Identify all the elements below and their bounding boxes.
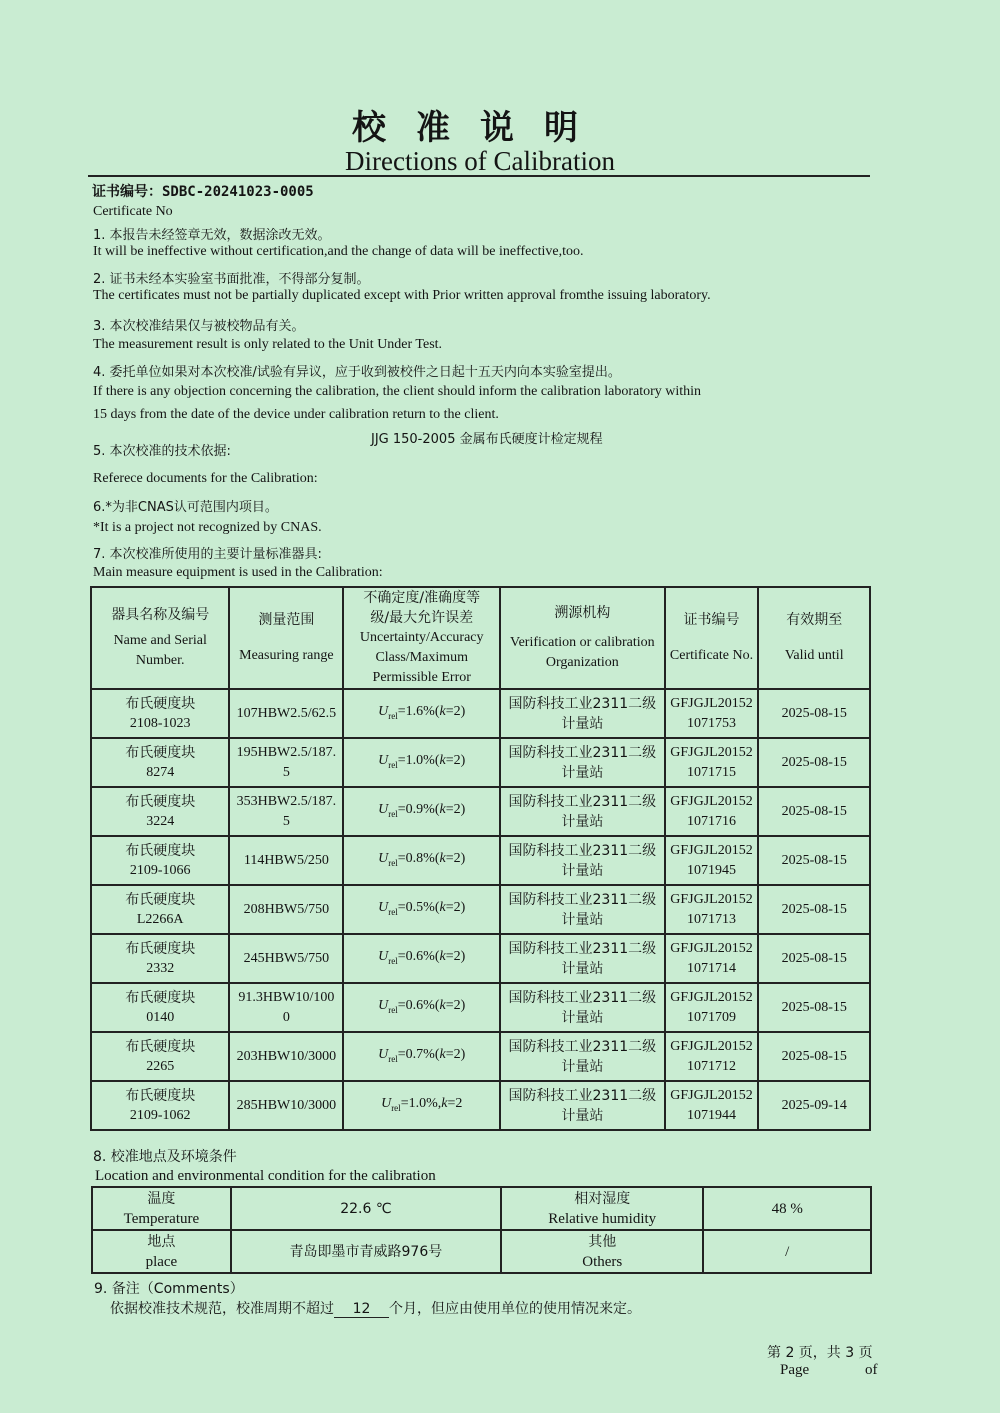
organization-cell — [500, 787, 664, 836]
others-label-en: Others — [582, 1253, 623, 1270]
uncertainty-subscript: rel — [388, 857, 398, 868]
temperature-value-text: 22.6 ℃ — [340, 1200, 392, 1217]
others-label — [501, 1230, 704, 1273]
header-name-cn: 器具名称及编号 — [111, 607, 210, 623]
coverage-factor-value: =2) — [445, 1046, 466, 1062]
uncertainty-symbol: U — [378, 899, 389, 915]
header-organization-en1: Verification or calibration — [510, 635, 655, 650]
coverage-factor-value: =2) — [445, 997, 466, 1013]
certificate-number-line2: 1071715 — [687, 764, 736, 780]
measuring-range-line1: 208HBW5/750 — [243, 901, 330, 917]
measuring-range-line1: 285HBW10/3000 — [236, 1097, 337, 1113]
certificate-number-line1: GFJGJL20152 — [670, 1087, 753, 1103]
item-3-en: The measurement result is only related to the Unit Under Test. — [93, 337, 443, 352]
uncertainty-symbol: U — [378, 801, 389, 817]
item-3-cn: 3. 本次校准结果仅与被校物品有关。 — [93, 319, 305, 334]
equipment-name-cell — [91, 738, 229, 787]
equipment-name-cell — [91, 836, 229, 885]
uncertainty-value: =0.5%( — [397, 899, 440, 915]
others-value — [703, 1230, 871, 1273]
uncertainty-value: =1.0%( — [397, 752, 440, 768]
header-valid-cn: 有效期至 — [786, 612, 843, 628]
coverage-factor-value: =2) — [445, 752, 466, 768]
item-1-en: It will be ineffective without certification,and the change of data will be ineffective,too. — [93, 244, 584, 259]
header-certificate-en: Certificate No. — [669, 648, 754, 663]
certificate-number-line1: GFJGJL20152 — [670, 842, 753, 858]
valid-until-cell — [758, 738, 870, 787]
equipment-name-cell — [91, 1032, 229, 1081]
coverage-factor-value: =2) — [445, 703, 466, 719]
page-number-cn: 第 2 页，共 3 页 — [767, 1345, 873, 1361]
header-organization-cn: 溯源机构 — [554, 605, 611, 621]
valid-until-cell — [758, 885, 870, 934]
equipment-serial: 2332 — [146, 960, 175, 976]
humidity-label-en: Relative humidity — [548, 1210, 657, 1227]
of-label-en: of — [865, 1362, 878, 1378]
valid-until-date: 2025-08-15 — [781, 1048, 847, 1064]
certificate-number-line1: GFJGJL20152 — [670, 891, 753, 907]
equipment-name-cell — [91, 787, 229, 836]
measuring-range-cell — [229, 787, 343, 836]
uncertainty-cell — [343, 787, 500, 836]
equipment-name-cell — [91, 934, 229, 983]
others-value-text: / — [785, 1243, 790, 1260]
table-row — [91, 836, 870, 885]
measuring-range-line2: 5 — [282, 764, 290, 780]
header-range-cn: 测量范围 — [258, 612, 315, 628]
equipment-name: 布氏硬度块 — [125, 989, 196, 1006]
place-label — [92, 1230, 231, 1273]
equipment-name-cell — [91, 983, 229, 1032]
measuring-range-line1: 353HBW2.5/187. — [236, 793, 337, 809]
equipment-name-cell — [91, 885, 229, 934]
measuring-range-cell — [229, 983, 343, 1032]
valid-until-cell — [758, 983, 870, 1032]
certificate-number-line1: GFJGJL20152 — [670, 989, 753, 1005]
measuring-range-cell — [229, 934, 343, 983]
valid-until-date: 2025-08-15 — [781, 754, 847, 770]
coverage-factor-value: =2) — [445, 899, 466, 915]
calibration-period-value: 12 — [334, 1301, 389, 1318]
certificate-number-cell — [665, 1081, 759, 1130]
certificate-number-line2: 1071753 — [687, 715, 736, 731]
organization-line1: 国防科技工业2311二级 — [508, 695, 657, 712]
measuring-range-line2: 0 — [282, 1009, 290, 1025]
measuring-range-cell — [229, 689, 343, 738]
coverage-factor-symbol: k — [441, 1095, 448, 1111]
organization-line1: 国防科技工业2311二级 — [508, 1038, 657, 1055]
uncertainty-subscript: rel — [388, 1053, 398, 1064]
header-uncertainty — [343, 587, 500, 689]
equipment-serial: 8274 — [146, 764, 175, 780]
organization-line2: 计量站 — [561, 1107, 604, 1124]
uncertainty-symbol: U — [381, 1095, 392, 1111]
organization-line1: 国防科技工业2311二级 — [508, 989, 657, 1006]
equipment-table-header — [91, 587, 870, 689]
table-row — [91, 983, 870, 1032]
valid-until-date: 2025-09-14 — [781, 1097, 847, 1113]
valid-until-cell — [758, 836, 870, 885]
uncertainty-cell — [343, 1081, 500, 1130]
valid-until-cell — [758, 1081, 870, 1130]
header-uncertainty-en2: Class/Maximum — [375, 650, 468, 665]
organization-line2: 计量站 — [561, 911, 604, 928]
place-value-text: 青岛即墨市青威路976号 — [289, 1243, 443, 1260]
equipment-name: 布氏硬度块 — [125, 1087, 196, 1104]
organization-line2: 计量站 — [561, 813, 604, 830]
uncertainty-cell — [343, 1032, 500, 1081]
organization-line2: 计量站 — [561, 1009, 604, 1026]
humidity-value — [703, 1187, 871, 1230]
section-8-en: Location and environmental condition for the calibration — [95, 1168, 436, 1184]
certificate-number-line2: 1071712 — [687, 1058, 736, 1074]
certificate-number: SDBC-20241023-0005 — [162, 184, 314, 200]
item-4-en-line2: 15 days from the date of the device under calibration return to the client. — [93, 407, 499, 422]
uncertainty-value: =0.8%( — [397, 850, 440, 866]
certificate-number-cell — [665, 689, 759, 738]
environment-row-1 — [92, 1187, 871, 1230]
measuring-range-cell — [229, 1032, 343, 1081]
humidity-label — [501, 1187, 704, 1230]
table-row — [91, 689, 870, 738]
header-uncertainty-cn1: 不确定度/准确度等 — [363, 590, 481, 606]
valid-until-date: 2025-08-15 — [781, 901, 847, 917]
header-valid — [758, 587, 870, 689]
measuring-range-line1: 203HBW10/3000 — [236, 1048, 337, 1064]
environment-table — [91, 1186, 872, 1274]
uncertainty-symbol: U — [378, 850, 389, 866]
page-label-en: Page — [780, 1362, 810, 1378]
uncertainty-value: =0.7%( — [397, 1046, 440, 1062]
header-range-en: Measuring range — [239, 648, 334, 663]
valid-until-date: 2025-08-15 — [781, 803, 847, 819]
coverage-factor-symbol: k — [439, 850, 446, 866]
equipment-name: 布氏硬度块 — [125, 695, 196, 712]
header-valid-en: Valid until — [784, 648, 844, 663]
uncertainty-subscript: rel — [388, 955, 398, 966]
organization-cell — [500, 1032, 664, 1081]
item-1-cn: 1. 本报告未经签章无效，数据涂改无效。 — [93, 228, 331, 243]
uncertainty-symbol: U — [378, 1046, 389, 1062]
coverage-factor-value: =2) — [445, 801, 466, 817]
coverage-factor-symbol: k — [439, 703, 446, 719]
environment-row-2 — [92, 1230, 871, 1273]
uncertainty-value: =0.6%( — [397, 948, 440, 964]
certificate-number-line2: 1071714 — [687, 960, 736, 976]
organization-line2: 计量站 — [561, 960, 604, 977]
place-label-en: place — [145, 1253, 178, 1270]
certificate-number-cell — [665, 787, 759, 836]
valid-until-date: 2025-08-15 — [781, 950, 847, 966]
certificate-label-en: Certificate No — [93, 204, 173, 219]
table-row — [91, 787, 870, 836]
organization-cell — [500, 738, 664, 787]
equipment-serial: 0140 — [146, 1009, 175, 1025]
item-6-en: *It is a project not recognized by CNAS. — [93, 520, 322, 535]
equipment-name: 布氏硬度块 — [125, 744, 196, 761]
header-uncertainty-en3: Permissible Error — [372, 670, 471, 685]
uncertainty-subscript: rel — [388, 759, 398, 770]
uncertainty-value: =1.0%, — [400, 1095, 442, 1111]
uncertainty-value: =0.9%( — [397, 801, 440, 817]
certificate-number-line — [92, 181, 314, 201]
organization-line2: 计量站 — [561, 1058, 604, 1075]
uncertainty-subscript: rel — [388, 906, 398, 917]
measuring-range-line1: 195HBW2.5/187. — [236, 744, 337, 760]
uncertainty-cell — [343, 885, 500, 934]
certificate-number-cell — [665, 885, 759, 934]
measuring-range-cell — [229, 836, 343, 885]
header-range — [229, 587, 343, 689]
uncertainty-subscript: rel — [391, 1102, 401, 1113]
valid-until-date: 2025-08-15 — [781, 999, 847, 1015]
temperature-label-en: Temperature — [123, 1210, 200, 1227]
certificate-number-cell — [665, 934, 759, 983]
table-row — [91, 738, 870, 787]
page-title-cn: 校准说明 — [352, 108, 608, 148]
measuring-range-line2: 5 — [282, 813, 290, 829]
coverage-factor-symbol: k — [439, 752, 446, 768]
section-8-cn: 8. 校准地点及环境条件 — [93, 1149, 237, 1165]
certificate-number-line2: 1071716 — [687, 813, 736, 829]
valid-until-cell — [758, 1032, 870, 1081]
organization-line1: 国防科技工业2311二级 — [508, 891, 657, 908]
header-organization — [500, 587, 664, 689]
coverage-factor-symbol: k — [439, 801, 446, 817]
header-name — [91, 587, 229, 689]
organization-cell — [500, 885, 664, 934]
uncertainty-subscript: rel — [388, 808, 398, 819]
header-organization-en2: Organization — [545, 655, 619, 670]
section-9-text — [110, 1298, 641, 1318]
equipment-serial: 3224 — [146, 813, 175, 829]
equipment-name: 布氏硬度块 — [125, 842, 196, 859]
coverage-factor-value: =2 — [447, 1095, 463, 1111]
item-6-cn: 6.*为非CNAS认可范围内项目。 — [93, 500, 278, 515]
equipment-name: 布氏硬度块 — [125, 940, 196, 957]
uncertainty-cell — [343, 983, 500, 1032]
temperature-value — [231, 1187, 501, 1230]
coverage-factor-symbol: k — [439, 1046, 446, 1062]
coverage-factor-value: =2) — [445, 948, 466, 964]
equipment-serial: 2265 — [146, 1058, 175, 1074]
measuring-range-cell — [229, 738, 343, 787]
organization-line2: 计量站 — [561, 715, 604, 732]
equipment-name: 布氏硬度块 — [125, 1038, 196, 1055]
certificate-number-line1: GFJGJL20152 — [670, 1038, 753, 1054]
header-certificate — [665, 587, 759, 689]
coverage-factor-symbol: k — [439, 997, 446, 1013]
section-9-text-before: 依据校准技术规范，校准周期不超过 — [110, 1301, 334, 1317]
temperature-label-cn: 温度 — [147, 1190, 176, 1207]
item-2-en: The certificates must not be partially duplicated except with Prior written approval fromthe issuing laboratory. — [93, 288, 711, 303]
uncertainty-value: =1.6%( — [397, 703, 440, 719]
uncertainty-cell — [343, 934, 500, 983]
valid-until-date: 2025-08-15 — [781, 705, 847, 721]
coverage-factor-symbol: k — [439, 948, 446, 964]
measuring-range-cell — [229, 1081, 343, 1130]
valid-until-cell — [758, 787, 870, 836]
uncertainty-subscript: rel — [388, 1004, 398, 1015]
certificate-number-cell — [665, 983, 759, 1032]
measuring-range-line1: 245HBW5/750 — [243, 950, 330, 966]
header-name-en1: Name and Serial — [113, 633, 207, 648]
table-row — [91, 1081, 870, 1130]
item-5-en: Referece documents for the Calibration: — [93, 471, 318, 486]
equipment-name-cell — [91, 689, 229, 738]
humidity-value-text: 48 % — [771, 1200, 803, 1217]
page-title-en: Directions of Calibration — [345, 146, 615, 176]
organization-line1: 国防科技工业2311二级 — [508, 940, 657, 957]
equipment-serial: 2108-1023 — [129, 715, 191, 731]
valid-until-date: 2025-08-15 — [781, 852, 847, 868]
equipment-name-cell — [91, 1081, 229, 1130]
certificate-number-line2: 1071709 — [687, 1009, 736, 1025]
organization-cell — [500, 934, 664, 983]
equipment-serial: 2109-1062 — [129, 1107, 191, 1123]
item-5-cn: 5. 本次校准的技术依据: — [93, 444, 231, 459]
table-row — [91, 934, 870, 983]
organization-line1: 国防科技工业2311二级 — [508, 793, 657, 810]
header-uncertainty-cn2: 级/最大允许误差 — [370, 610, 474, 626]
place-label-cn: 地点 — [147, 1233, 176, 1250]
organization-line2: 计量站 — [561, 764, 604, 781]
table-row — [91, 885, 870, 934]
certificate-number-line2: 1071713 — [687, 911, 736, 927]
organization-cell — [500, 983, 664, 1032]
coverage-factor-symbol: k — [439, 899, 446, 915]
equipment-name: 布氏硬度块 — [125, 793, 196, 810]
uncertainty-cell — [343, 689, 500, 738]
equipment-serial: L2266A — [136, 911, 184, 927]
measuring-range-line1: 107HBW2.5/62.5 — [236, 705, 337, 721]
organization-line2: 计量站 — [561, 862, 604, 879]
organization-cell — [500, 836, 664, 885]
certificate-number-line1: GFJGJL20152 — [670, 793, 753, 809]
uncertainty-symbol: U — [378, 948, 389, 964]
title-rule — [88, 175, 870, 177]
humidity-label-cn: 相对湿度 — [574, 1190, 631, 1207]
uncertainty-symbol: U — [378, 703, 389, 719]
item-7-en: Main measure equipment is used in the Calibration: — [93, 565, 383, 580]
uncertainty-symbol: U — [378, 997, 389, 1013]
certificate-number-line1: GFJGJL20152 — [670, 695, 753, 711]
certificate-number-line1: GFJGJL20152 — [670, 744, 753, 760]
uncertainty-cell — [343, 836, 500, 885]
coverage-factor-value: =2) — [445, 850, 466, 866]
place-value — [231, 1230, 501, 1273]
item-4-cn: 4. 委托单位如果对本次校准/试验有异议，应于收到被校件之日起十五天内向本实验室提出。 — [93, 365, 621, 380]
certificate-number-cell — [665, 1032, 759, 1081]
measuring-range-cell — [229, 885, 343, 934]
section-9-text-after: 个月，但应由使用单位的使用情况来定。 — [389, 1301, 641, 1317]
equipment-name: 布氏硬度块 — [125, 891, 196, 908]
uncertainty-cell — [343, 738, 500, 787]
uncertainty-value: =0.6%( — [397, 997, 440, 1013]
certificate-number-cell — [665, 738, 759, 787]
equipment-serial: 2109-1066 — [129, 862, 191, 878]
header-certificate-cn: 证书编号 — [683, 612, 740, 628]
others-label-cn: 其他 — [588, 1233, 617, 1250]
uncertainty-symbol: U — [378, 752, 389, 768]
organization-cell — [500, 689, 664, 738]
certificate-number-line2: 1071945 — [687, 862, 736, 878]
equipment-table — [90, 586, 871, 1131]
valid-until-cell — [758, 934, 870, 983]
valid-until-cell — [758, 689, 870, 738]
header-uncertainty-en1: Uncertainty/Accuracy — [359, 630, 484, 645]
certificate-number-line1: GFJGJL20152 — [670, 940, 753, 956]
measuring-range-line1: 114HBW5/250 — [243, 852, 329, 868]
organization-line1: 国防科技工业2311二级 — [508, 842, 657, 859]
certificate-number-cell — [665, 836, 759, 885]
header-name-en2: Number. — [135, 653, 185, 668]
organization-line1: 国防科技工业2311二级 — [508, 1087, 657, 1104]
item-7-cn: 7. 本次校准所使用的主要计量标准器具: — [93, 547, 322, 562]
certificate-label-cn: 证书编号： — [92, 184, 162, 200]
table-row — [91, 1032, 870, 1081]
certificate-number-line2: 1071944 — [687, 1107, 736, 1123]
temperature-label — [92, 1187, 231, 1230]
item-4-en-line1: If there is any objection concerning the calibration, the client should inform the calibration laboratory within — [93, 384, 702, 399]
measuring-range-line1: 91.3HBW10/100 — [238, 989, 335, 1005]
organization-cell — [500, 1081, 664, 1130]
item-5-reference-value: JJG 150-2005 金属布氏硬度计检定规程 — [371, 432, 603, 447]
uncertainty-subscript: rel — [388, 710, 398, 721]
organization-line1: 国防科技工业2311二级 — [508, 744, 657, 761]
item-2-cn: 2. 证书未经本实验室书面批准，不得部分复制。 — [93, 272, 370, 287]
section-9-title: 9. 备注（Comments） — [94, 1281, 244, 1297]
